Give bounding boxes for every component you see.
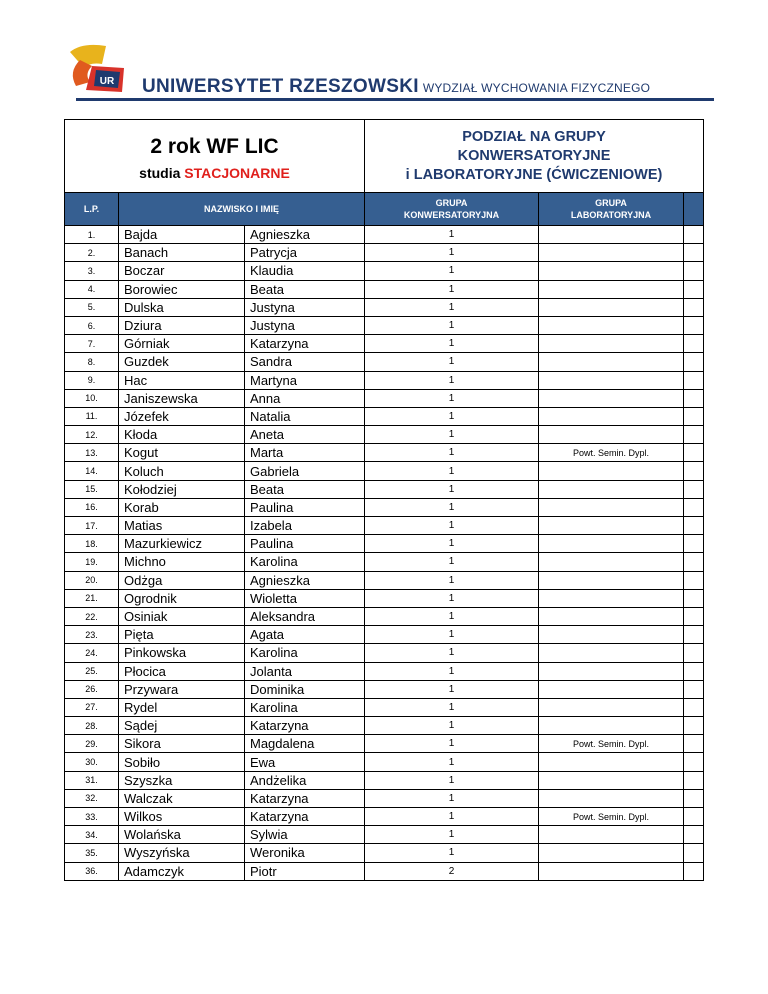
row-empty <box>684 844 704 862</box>
row-lab-group <box>539 535 684 553</box>
row-lp: 11. <box>65 407 119 425</box>
row-firstname: Katarzyna <box>245 808 365 826</box>
table-row <box>65 771 704 789</box>
table-row <box>65 589 704 607</box>
table-row <box>65 862 704 880</box>
table-row <box>65 371 704 389</box>
row-firstname: Jolanta <box>245 662 365 680</box>
row-lab-group <box>539 280 684 298</box>
row-lp: 23. <box>65 626 119 644</box>
table-row <box>65 717 704 735</box>
table-row <box>65 571 704 589</box>
table-row <box>65 789 704 807</box>
table-row <box>65 316 704 334</box>
row-empty <box>684 407 704 425</box>
row-firstname: Justyna <box>245 298 365 316</box>
row-lab-group <box>539 426 684 444</box>
table-row <box>65 226 704 244</box>
row-lab-group <box>539 244 684 262</box>
row-lp: 19. <box>65 553 119 571</box>
row-empty <box>684 753 704 771</box>
row-lab-group <box>539 662 684 680</box>
row-surname: Pięta <box>119 626 245 644</box>
row-firstname: Piotr <box>245 862 365 880</box>
row-lp: 25. <box>65 662 119 680</box>
row-empty <box>684 535 704 553</box>
row-conv-group: 1 <box>365 644 539 662</box>
row-lab-group <box>539 626 684 644</box>
row-surname: Ogrodnik <box>119 589 245 607</box>
row-lp: 9. <box>65 371 119 389</box>
row-lab-group <box>539 298 684 316</box>
col-header-name: NAZWISKO I IMIĘ <box>119 193 365 226</box>
row-surname: Guzdek <box>119 353 245 371</box>
row-empty <box>684 826 704 844</box>
row-surname: Płocica <box>119 662 245 680</box>
table-row <box>65 444 704 462</box>
table-row <box>65 244 704 262</box>
row-surname: Wilkos <box>119 808 245 826</box>
row-firstname: Patrycja <box>245 244 365 262</box>
row-conv-group: 1 <box>365 389 539 407</box>
row-surname: Walczak <box>119 789 245 807</box>
row-lp: 18. <box>65 535 119 553</box>
row-lp: 6. <box>65 316 119 334</box>
row-empty <box>684 280 704 298</box>
col-header-lab: GRUPA LABORATORYJNA <box>539 193 684 226</box>
row-surname: Pinkowska <box>119 644 245 662</box>
table-row <box>65 735 704 753</box>
row-conv-group: 1 <box>365 826 539 844</box>
row-firstname: Paulina <box>245 498 365 516</box>
row-lp: 17. <box>65 517 119 535</box>
row-surname: Korab <box>119 498 245 516</box>
row-surname: Sobiło <box>119 753 245 771</box>
row-conv-group: 1 <box>365 680 539 698</box>
row-lp: 35. <box>65 844 119 862</box>
row-lp: 8. <box>65 353 119 371</box>
row-firstname: Karolina <box>245 553 365 571</box>
row-lp: 33. <box>65 808 119 826</box>
row-firstname: Katarzyna <box>245 717 365 735</box>
row-surname: Osiniak <box>119 607 245 625</box>
row-lab-group <box>539 607 684 625</box>
row-conv-group: 1 <box>365 353 539 371</box>
row-lp: 1. <box>65 226 119 244</box>
row-empty <box>684 371 704 389</box>
university-logo-icon <box>62 42 132 100</box>
row-surname: Kołodziej <box>119 480 245 498</box>
row-conv-group: 1 <box>365 698 539 716</box>
table-row <box>65 698 704 716</box>
row-empty <box>684 298 704 316</box>
table-row <box>65 353 704 371</box>
table-row <box>65 462 704 480</box>
row-lab-group <box>539 717 684 735</box>
table-row <box>65 808 704 826</box>
table-row <box>65 426 704 444</box>
row-surname: Kogut <box>119 444 245 462</box>
row-lp: 28. <box>65 717 119 735</box>
table-row <box>65 280 704 298</box>
row-lp: 20. <box>65 571 119 589</box>
row-conv-group: 1 <box>365 262 539 280</box>
table-row <box>65 517 704 535</box>
row-firstname: Anna <box>245 389 365 407</box>
row-lp: 15. <box>65 480 119 498</box>
row-firstname: Magdalena <box>245 735 365 753</box>
row-empty <box>684 680 704 698</box>
row-empty <box>684 607 704 625</box>
row-lp: 24. <box>65 644 119 662</box>
table-row <box>65 389 704 407</box>
row-surname: Borowiec <box>119 280 245 298</box>
row-empty <box>684 498 704 516</box>
row-firstname: Agata <box>245 626 365 644</box>
row-lab-group <box>539 262 684 280</box>
row-conv-group: 1 <box>365 335 539 353</box>
row-surname: Rydel <box>119 698 245 716</box>
row-conv-group: 1 <box>365 244 539 262</box>
row-lp: 29. <box>65 735 119 753</box>
logo-text: UR <box>99 76 115 87</box>
table-row <box>65 644 704 662</box>
row-surname: Boczar <box>119 262 245 280</box>
row-surname: Sikora <box>119 735 245 753</box>
row-lp: 22. <box>65 607 119 625</box>
university-name: UNIWERSYTET RZESZOWSKI WYDZIAŁ WYCHOWANIA FIZYCZNEGO <box>142 76 651 97</box>
row-lab-group <box>539 571 684 589</box>
row-lp: 31. <box>65 771 119 789</box>
row-lp: 12. <box>65 426 119 444</box>
row-surname: Adamczyk <box>119 862 245 880</box>
table-row <box>65 680 704 698</box>
row-conv-group: 1 <box>365 607 539 625</box>
table-row <box>65 262 704 280</box>
page-title: 2 rok WF LIC <box>150 135 279 158</box>
row-surname: Wolańska <box>119 826 245 844</box>
row-lab-group <box>539 353 684 371</box>
page-header <box>62 40 714 104</box>
row-surname: Hac <box>119 371 245 389</box>
row-conv-group: 1 <box>365 808 539 826</box>
row-lab-group <box>539 226 684 244</box>
row-lab-group <box>539 680 684 698</box>
row-surname: Bajda <box>119 226 245 244</box>
row-lab-group <box>539 789 684 807</box>
row-empty <box>684 426 704 444</box>
row-lp: 21. <box>65 589 119 607</box>
row-lab-group <box>539 480 684 498</box>
table-row <box>65 407 704 425</box>
row-firstname: Marta <box>245 444 365 462</box>
studies-mode: studia STACJONARNE <box>139 165 290 181</box>
row-conv-group: 1 <box>365 298 539 316</box>
row-lp: 27. <box>65 698 119 716</box>
row-firstname: Aneta <box>245 426 365 444</box>
row-surname: Górniak <box>119 335 245 353</box>
row-lab-group <box>539 698 684 716</box>
row-lp: 13. <box>65 444 119 462</box>
row-firstname: Paulina <box>245 535 365 553</box>
row-firstname: Gabriela <box>245 462 365 480</box>
row-empty <box>684 626 704 644</box>
row-conv-group: 1 <box>365 480 539 498</box>
row-lab-group <box>539 844 684 862</box>
row-lp: 26. <box>65 680 119 698</box>
row-firstname: Agnieszka <box>245 571 365 589</box>
faculty-name: WYDZIAŁ WYCHOWANIA FIZYCZNEGO <box>422 81 651 95</box>
row-surname: Szyszka <box>119 771 245 789</box>
row-conv-group: 1 <box>365 571 539 589</box>
row-conv-group: 1 <box>365 226 539 244</box>
row-lab-group <box>539 553 684 571</box>
row-firstname: Natalia <box>245 407 365 425</box>
row-empty <box>684 262 704 280</box>
row-empty <box>684 789 704 807</box>
table-row <box>65 480 704 498</box>
row-lp: 32. <box>65 789 119 807</box>
row-lab-group <box>539 826 684 844</box>
table-row <box>65 607 704 625</box>
row-conv-group: 1 <box>365 444 539 462</box>
row-empty <box>684 862 704 880</box>
row-empty <box>684 517 704 535</box>
row-lab-group <box>539 862 684 880</box>
row-empty <box>684 389 704 407</box>
row-firstname: Ewa <box>245 753 365 771</box>
row-empty <box>684 808 704 826</box>
row-lp: 36. <box>65 862 119 880</box>
col-header-empty <box>684 193 704 226</box>
row-firstname: Justyna <box>245 316 365 334</box>
row-conv-group: 1 <box>365 735 539 753</box>
row-surname: Przywara <box>119 680 245 698</box>
row-lab-group <box>539 462 684 480</box>
row-surname: Mazurkiewicz <box>119 535 245 553</box>
row-empty <box>684 316 704 334</box>
table-row <box>65 826 704 844</box>
row-lab-group <box>539 771 684 789</box>
row-empty <box>684 571 704 589</box>
row-empty <box>684 662 704 680</box>
row-conv-group: 1 <box>365 517 539 535</box>
row-empty <box>684 335 704 353</box>
division-title: PODZIAŁ NA GRUPY KONWERSATORYJNE i LABORATORYJNE (ĆWICZENIOWE) <box>365 120 704 193</box>
row-lab-group <box>539 316 684 334</box>
row-surname: Janiszewska <box>119 389 245 407</box>
row-firstname: Beata <box>245 480 365 498</box>
row-lab-group: Powt. Semin. Dypl. <box>539 808 684 826</box>
row-firstname: Andżelika <box>245 771 365 789</box>
group-table <box>64 119 704 881</box>
row-surname: Wyszyńska <box>119 844 245 862</box>
row-conv-group: 1 <box>365 662 539 680</box>
row-lp: 30. <box>65 753 119 771</box>
row-lab-group <box>539 389 684 407</box>
row-conv-group: 1 <box>365 535 539 553</box>
row-lp: 4. <box>65 280 119 298</box>
row-surname: Dulska <box>119 298 245 316</box>
row-lab-group <box>539 371 684 389</box>
row-conv-group: 1 <box>365 316 539 334</box>
row-lp: 34. <box>65 826 119 844</box>
row-lab-group: Powt. Semin. Dypl. <box>539 444 684 462</box>
row-empty <box>684 462 704 480</box>
row-lab-group <box>539 407 684 425</box>
row-lab-group: Powt. Semin. Dypl. <box>539 735 684 753</box>
row-lab-group <box>539 517 684 535</box>
row-surname: Kłoda <box>119 426 245 444</box>
row-empty <box>684 353 704 371</box>
row-empty <box>684 735 704 753</box>
row-lab-group <box>539 589 684 607</box>
row-surname: Dziura <box>119 316 245 334</box>
row-lab-group <box>539 498 684 516</box>
row-lp: 16. <box>65 498 119 516</box>
row-conv-group: 1 <box>365 498 539 516</box>
row-firstname: Beata <box>245 280 365 298</box>
col-header-conv: GRUPA KONWERSATORYJNA <box>365 193 539 226</box>
row-conv-group: 1 <box>365 407 539 425</box>
row-empty <box>684 717 704 735</box>
table-row <box>65 626 704 644</box>
row-lab-group <box>539 335 684 353</box>
row-firstname: Izabela <box>245 517 365 535</box>
row-firstname: Dominika <box>245 680 365 698</box>
row-conv-group: 1 <box>365 844 539 862</box>
row-empty <box>684 480 704 498</box>
row-lp: 2. <box>65 244 119 262</box>
row-firstname: Agnieszka <box>245 226 365 244</box>
row-firstname: Weronika <box>245 844 365 862</box>
row-lp: 3. <box>65 262 119 280</box>
row-conv-group: 1 <box>365 426 539 444</box>
table-row <box>65 298 704 316</box>
row-conv-group: 1 <box>365 626 539 644</box>
row-firstname: Aleksandra <box>245 607 365 625</box>
row-firstname: Sandra <box>245 353 365 371</box>
row-surname: Józefek <box>119 407 245 425</box>
row-empty <box>684 698 704 716</box>
table-row <box>65 335 704 353</box>
row-lab-group <box>539 644 684 662</box>
header-rule <box>76 98 714 101</box>
row-conv-group: 1 <box>365 717 539 735</box>
row-conv-group: 1 <box>365 589 539 607</box>
row-firstname: Katarzyna <box>245 335 365 353</box>
row-surname: Banach <box>119 244 245 262</box>
title-block <box>65 120 365 193</box>
row-firstname: Martyna <box>245 371 365 389</box>
row-empty <box>684 553 704 571</box>
table-row <box>65 844 704 862</box>
table-row <box>65 535 704 553</box>
row-conv-group: 1 <box>365 280 539 298</box>
row-firstname: Wioletta <box>245 589 365 607</box>
row-firstname: Karolina <box>245 698 365 716</box>
row-firstname: Klaudia <box>245 262 365 280</box>
row-surname: Odżga <box>119 571 245 589</box>
row-empty <box>684 226 704 244</box>
row-conv-group: 1 <box>365 553 539 571</box>
row-firstname: Sylwia <box>245 826 365 844</box>
table-row <box>65 553 704 571</box>
row-conv-group: 1 <box>365 371 539 389</box>
row-lp: 7. <box>65 335 119 353</box>
row-empty <box>684 644 704 662</box>
row-empty <box>684 244 704 262</box>
table-row <box>65 662 704 680</box>
row-conv-group: 2 <box>365 862 539 880</box>
row-lp: 14. <box>65 462 119 480</box>
row-conv-group: 1 <box>365 753 539 771</box>
row-empty <box>684 589 704 607</box>
row-conv-group: 1 <box>365 462 539 480</box>
table-row <box>65 753 704 771</box>
row-surname: Sądej <box>119 717 245 735</box>
row-empty <box>684 771 704 789</box>
row-lab-group <box>539 753 684 771</box>
row-lp: 5. <box>65 298 119 316</box>
col-header-lp: L.P. <box>65 193 119 226</box>
row-surname: Michno <box>119 553 245 571</box>
row-empty <box>684 444 704 462</box>
row-conv-group: 1 <box>365 771 539 789</box>
row-surname: Matias <box>119 517 245 535</box>
row-firstname: Katarzyna <box>245 789 365 807</box>
row-surname: Koluch <box>119 462 245 480</box>
row-lp: 10. <box>65 389 119 407</box>
row-firstname: Karolina <box>245 644 365 662</box>
table-row <box>65 498 704 516</box>
row-conv-group: 1 <box>365 789 539 807</box>
